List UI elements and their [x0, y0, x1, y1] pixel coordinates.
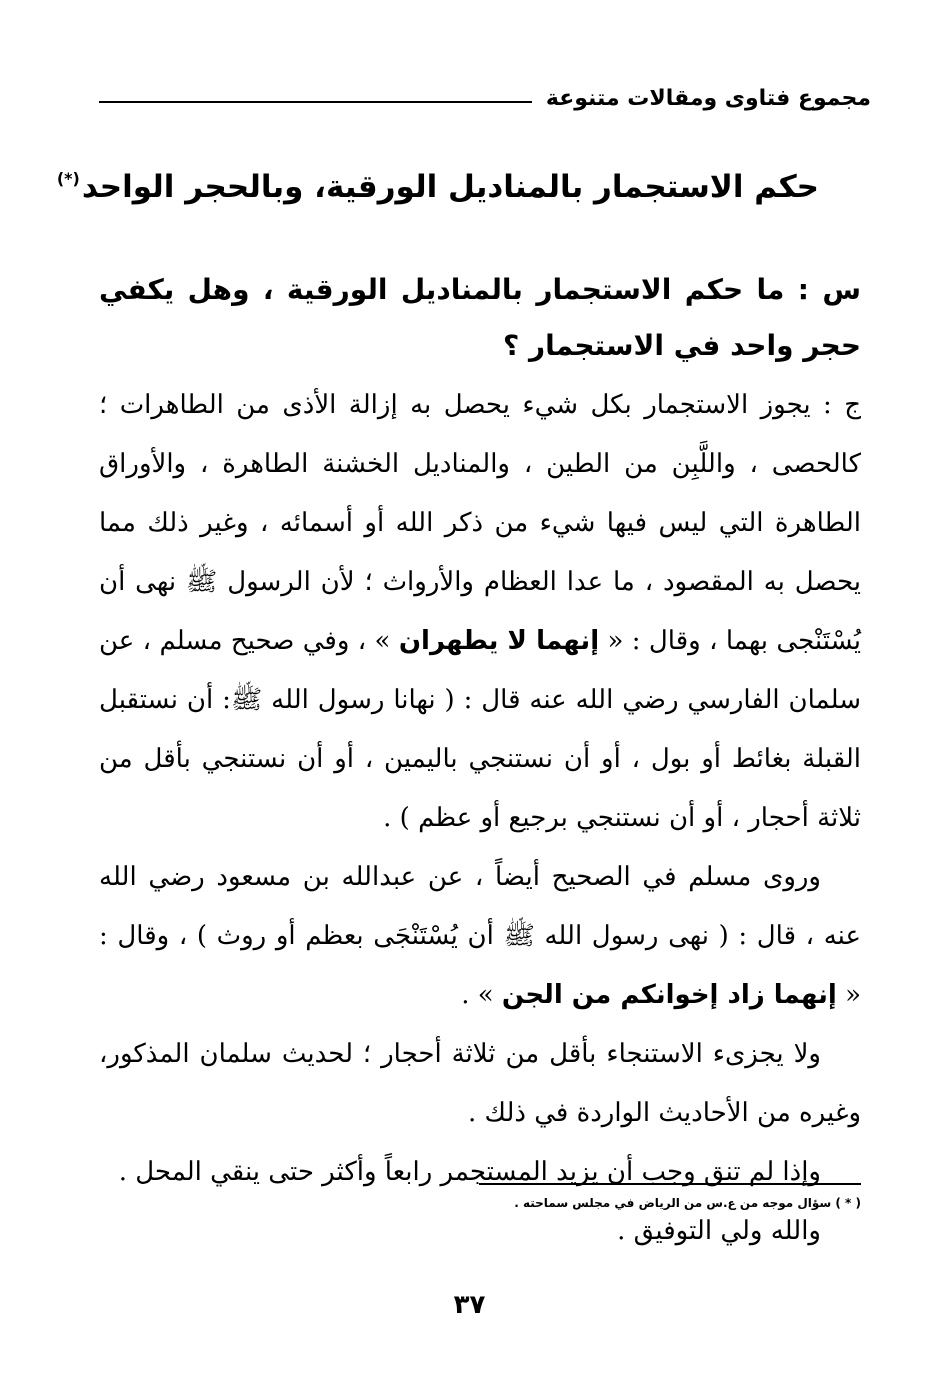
page-number: ٣٧ [453, 1290, 486, 1320]
footnote-rule [479, 1183, 861, 1185]
answer-paragraph-3: ولا يجزىء الاستنجاء بأقل من ثلاثة أحجار ؛ لحديث سلمان المذكور، وغيره من الأحاديث الواردة في ذلك . [99, 1039, 861, 1128]
footnote: ( * ) سؤال موجه من ع.س من الرياض في مجلس سماحته . [514, 1196, 861, 1210]
answer-p2-text-a: وروى مسلم في الصحيح أيضاً ، عن عبدالله بن مسعود رضي الله عنه ، قال : ( نهى رسول الله ﷺ أن يُسْتَنْجَى بعظم أو روث ) ، وقال : « [99, 862, 861, 1010]
article-body [99, 262, 861, 1261]
answer-paragraph-4: وإذا لم تنق وجب أن يزيد المستجمر رابعاً وأكثر حتى ينقي المحل . [118, 1157, 821, 1187]
header-rule [99, 101, 532, 103]
article-title [56, 162, 819, 212]
hadith-quote-1: إنهما لا يطهران [398, 626, 600, 656]
hadith-quote-2: إنهما زاد إخوانكم من الجن [501, 980, 837, 1010]
title-footnote-marker: (*) [56, 169, 80, 188]
question-paragraph: س : ما حكم الاستجمار بالمناديل الورقية ، وهل يكفي حجر واحد في الاستجمار ؟ [99, 273, 861, 362]
answer-p1-text-b: » ، وفي صحيح مسلم ، عن سلمان الفارسي رضي الله عنه قال : ( نهانا رسول الله ﷺ: أن نستقبل القبلة بغائط أو بول ، أو أن نستنجي باليمين ، أو أن نستنجي بأقل من ثلاثة أحجار ، أو أن نستنجي برجيع أو عظم ) . [99, 626, 861, 833]
answer-p2-text-b: » . [461, 980, 502, 1010]
article-title-text: حكم الاستجمار بالمناديل الورقية، وبالحجر الواحد [81, 169, 819, 205]
running-header [99, 78, 871, 118]
header-title: مجموع فتاوى ومقالات متنوعة [545, 85, 871, 111]
answer-paragraph-1 [99, 376, 861, 848]
answer-paragraph-5: والله ولي التوفيق . [617, 1216, 821, 1246]
answer-p1-text-a: ج : يجوز الاستجمار بكل شيء يحصل به إزالة الأذى من الطاهرات ؛ كالحصى ، واللَّبِن من الطين ، والمناديل الخشنة الطاهرة ، والأوراق الطاهرة التي ليس فيها شيء من ذكر الله أو أسمائه ، وغير ذلك مما يحصل به المقصود ، ما عدا العظام والأرواث ؛ لأن الرسول ﷺ نهى أن يُسْتَنْجى بهما ، وقال : « [99, 390, 861, 656]
answer-paragraph-2 [99, 848, 861, 1025]
